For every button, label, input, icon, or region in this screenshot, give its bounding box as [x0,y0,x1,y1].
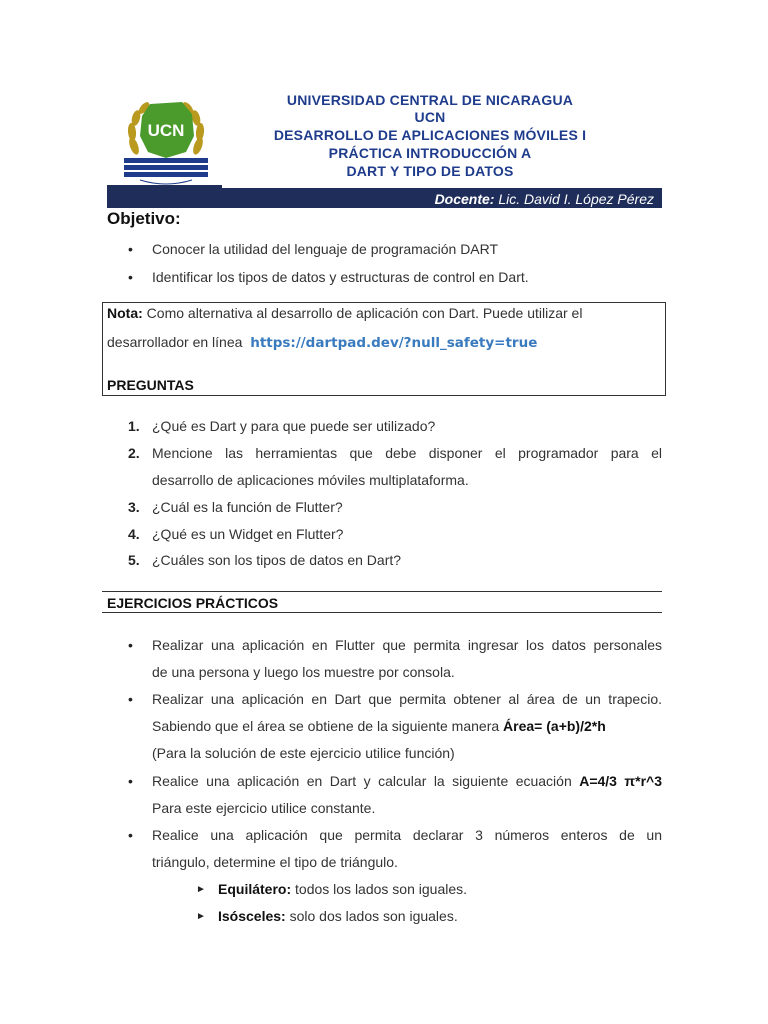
triangle-type-label: Equilátero: [218,881,292,897]
note-line2 [107,328,662,358]
pregunta-number: 5. [128,552,140,568]
triangle-type-text: todos los lados son iguales. [291,881,468,897]
dartpad-link[interactable]: https://dartpad.dev/?null_safety=true [250,335,538,351]
ejercicio-text-cont: de una persona y luego los muestre por consola. [152,664,455,680]
objetivo-item: • Conocer la utilidad del lenguaje de programación DART [152,236,662,263]
ejercicios-rule-bottom [102,612,662,613]
triangle-type-text: solo dos lados son iguales. [285,908,458,924]
ejercicios-title: EJERCICIOS PRÁCTICOS [107,595,279,611]
pregunta-item [128,440,662,494]
ejercicio-text: • Realizar una aplicación en Flutter que permita ingresar los datos personales [152,637,662,653]
pregunta-text: Mencione las herramientas que debe disponer el programador para el [152,445,662,461]
area-formula: Área= (a+b)/2*h [503,718,606,734]
note-label: Nota: [107,305,143,321]
ejercicio-text: • Realizar una aplicación en Dart que permita obtener al área de un trapecio. [152,691,662,707]
ejercicio-item [152,822,662,876]
pregunta-text: ¿Cuáles son los tipos de datos en Dart? [152,552,402,568]
course-title: DESARROLLO DE APLICACIONES MÓVILES I [273,127,587,143]
pregunta-text-cont: desarrollo de aplicaciones móviles multiplataforma. [152,472,469,488]
docente-name: Lic. David I. López Pérez [494,191,654,207]
pregunta-text: ¿Qué es un Widget en Flutter? [152,526,344,542]
ejercicio-item [152,768,662,822]
ejercicio-text-part: Realice una aplicación en Dart y calcular la siguiente ecuación [152,773,580,789]
university-acronym: UCN [414,109,446,125]
pregunta-item [128,521,662,548]
ejercicio-item [152,632,662,686]
pregunta-number: 3. [128,499,140,515]
pregunta-item [128,413,662,440]
docente-label: Docente: [434,191,495,207]
logo-text: UCN [147,121,185,140]
note-text1: Como alternativa al desarrollo de aplicación con Dart. Puede utilizar el [142,305,583,321]
note-text2: desarrollador en línea [107,334,247,350]
ejercicios-rule-top [102,591,662,592]
docente-bar [107,188,662,208]
ejercicio-text-part: Sabiendo que el área se obtiene de la siguiente manera [152,718,504,734]
practice-title-line1: PRÁCTICA INTRODUCCIÓN A [328,145,532,161]
ejercicio-text [152,768,662,795]
ejercicio-text: • Realice una aplicación que permita declarar 3 números enteros de un [152,827,662,843]
pregunta-text: ¿Qué es Dart y para que puede ser utilizado? [152,418,436,434]
volume-formula: A=4/3 π*r^3 [579,773,662,789]
pregunta-item [128,547,662,574]
university-name: UNIVERSIDAD CENTRAL DE NICARAGUA [286,92,574,108]
objetivo-title: Objetivo: [107,209,181,228]
ejercicio-text-cont: Para este ejercicio utilice constante. [152,800,376,816]
ejercicio-text-cont: (Para la solución de este ejercicio utilice función) [152,745,455,761]
note-line1 [107,299,662,328]
triangle-type-item [218,876,638,903]
ejercicio-item [152,686,662,767]
preguntas-title: PREGUNTAS [107,377,194,393]
pregunta-text: ¿Cuál es la función de Flutter? [152,499,343,515]
practice-title-line2: DART Y TIPO DE DATOS [346,163,514,179]
triangle-type-label: Isósceles: [218,908,286,924]
ejercicio-text-cont [152,713,662,740]
objetivo-item: • Identificar los tipos de datos y estructuras de control en Dart. [152,264,662,291]
pregunta-item [128,494,662,521]
ucn-logo [120,96,212,188]
triangle-type-item [218,903,638,930]
ejercicio-text-cont: triángulo, determine el tipo de triángulo. [152,854,398,870]
pregunta-number: 1. [128,418,140,434]
pregunta-number: 2. [128,445,140,461]
pregunta-number: 4. [128,526,140,542]
